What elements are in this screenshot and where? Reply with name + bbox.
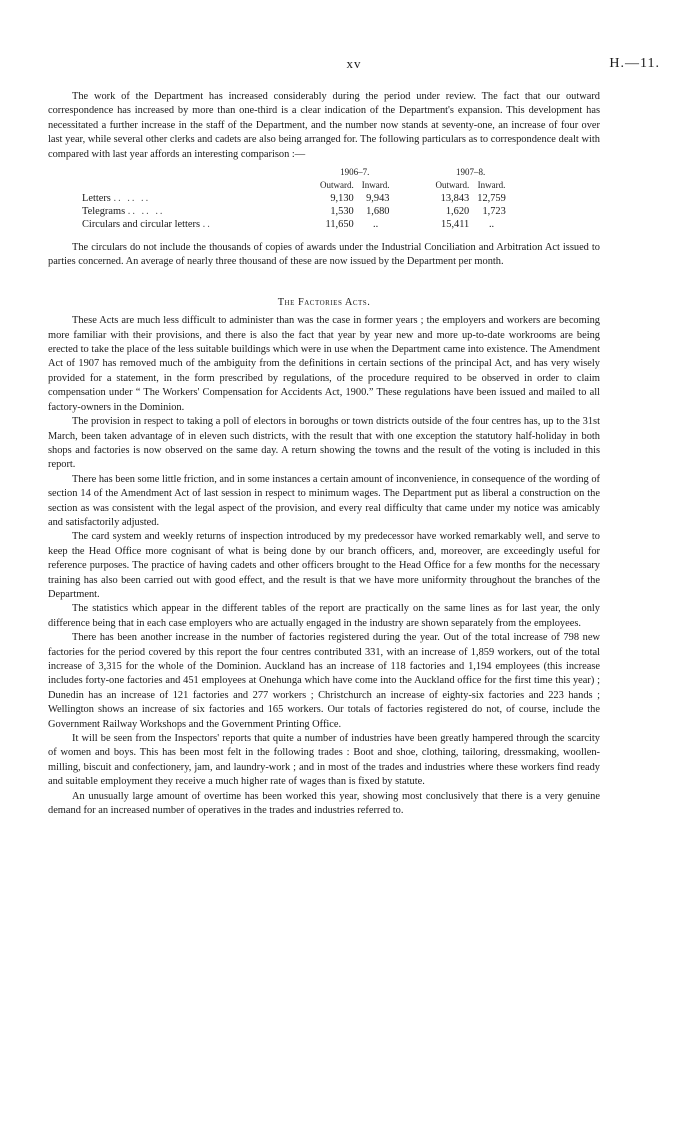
table-row bbox=[78, 218, 510, 231]
table-cell: 13,843 bbox=[440, 193, 470, 205]
table-cell: 1,530 bbox=[330, 206, 354, 218]
column-header: Outward. bbox=[435, 180, 470, 191]
table-cell: 1,680 bbox=[366, 206, 390, 218]
body-paragraph: There has been another increase in the number of factories registered during the year. Out of the total increase of 798 new factories for the period covered by this report the four centres contributed 331, with an increase of 1,859 workers, out of the total increase of 3,315 for the whole of the Dominion. Auckland has an increase of 118 factories and 1,194 employees (this increase includes forty-one factories and 451 employees at Onehunga which have come into the Auckland office for the first time this year) ; Dunedin has an increase of 121 factories and 277 workers ; Christchurch an increase of eighty-six factories and 223 hands ; Wellington shows an increase of six factories and 165 workers. Our totals of factories registered do not, of course, include the Government Railway Workshops and the Government Printing Office. bbox=[48, 632, 600, 730]
body-paragraph: It will be seen from the Inspectors' reports that quite a number of industries have been greatly hampered through the scarcity of women and boys. This has been most felt in the following trades : Boot and shoe, clothing, tailoring, dressmaking, woollen-milling, biscuit and confectionery, jam, and laundry-work ; and in most of the trades and industries where these workers find ready and suitable employment they receive a much higher rate of wages than is fixed by statute. bbox=[48, 733, 600, 788]
body-paragraph: These Acts are much less difficult to administer than was the case in former years ; the employers and workers are becoming more familiar with their provisions, and there is also the fact that year by year new and more up-to-date workrooms are being erected to take the place of the less suitable buildings which were in use when the Department came into existence. The Amendment Act of 1907 has removed much of the ambiguity from the definitions in certain sections of the principal Act, and has very wisely provided for a statement, in the form prescribed by regulations, of the procedure required to be observed in order to claim compensation under “ The Workers' Compensation for Accidents Act, 1900.” These regulations have been issued and mailed to all factory-owners in the Dominion. bbox=[48, 315, 600, 413]
year-header: 1907–8. bbox=[456, 167, 486, 178]
table-row bbox=[78, 192, 510, 205]
page-number: xv bbox=[346, 56, 362, 71]
correspondence-table bbox=[78, 166, 510, 231]
body-paragraph: There has been some little friction, and in some instances a certain amount of inconvenience, in consequence of the wording of section 14 of the Amendment Act of last session in respect to minimum wages. The Department put as liberal a construction on the section as was consistent with the legal aspect of the provision, and every real difficulty that came under my notice was amicably and satisfactorily adjusted. bbox=[48, 473, 601, 528]
section-heading: The Factories Acts. bbox=[277, 296, 371, 308]
body-paragraph: An unusually large amount of overtime has been worked this year, showing most conclusively that there is a very genuine demand for an increased number of operatives in the trades and industries referred to. bbox=[48, 790, 600, 817]
table-cell: 9,943 bbox=[366, 193, 390, 205]
document-body bbox=[48, 90, 600, 818]
table-cell: 1,620 bbox=[445, 206, 470, 218]
leader-dots: .. .. .. bbox=[127, 206, 165, 218]
column-header: Inward. bbox=[361, 180, 390, 191]
leader-dots: .. .. .. bbox=[113, 193, 151, 205]
body-paragraph: The statistics which appear in the different tables of the report are practically on the same lines as for last year, the only difference being that in each case employers who are actually engaged in the industry are shown separately from the employees. bbox=[48, 603, 600, 629]
year-header: 1906–7. bbox=[340, 167, 370, 178]
table-subheader-row bbox=[78, 179, 510, 192]
column-header: Outward. bbox=[320, 180, 354, 191]
table-year-row bbox=[78, 166, 510, 179]
table-cell: 9,130 bbox=[330, 193, 354, 205]
page-header bbox=[48, 56, 660, 76]
circulars-paragraph: The circulars do not include the thousands of copies of awards under the Industrial Conciliation and Arbitration Act issued to parties concerned. An average of nearly three thousand of these are now issued by the Department per month. bbox=[48, 242, 600, 268]
table-cell: 12,759 bbox=[477, 193, 506, 205]
table-cell: 11,650 bbox=[325, 219, 354, 231]
column-header: Inward. bbox=[477, 180, 506, 191]
table-cell: 15,411 bbox=[441, 219, 470, 231]
body-paragraph: The card system and weekly returns of inspection introduced by my predecessor have worked remarkably well, and serve to keep the Head Office more cognisant of what is being done by our branch officers, and, moreover, are exceedingly useful for reference purposes. The practice of having cadets and other officers brought to the Head Office for a few months for the necessary training has also been carried out with good effect, and the result is that we have more uniformity throughout the branches of the Department. bbox=[48, 531, 600, 600]
row-label: Letters bbox=[82, 193, 111, 205]
table-row bbox=[78, 205, 510, 218]
table-cell: .. bbox=[373, 219, 379, 231]
row-label: Telegrams bbox=[82, 206, 126, 218]
row-label: Circulars and circular letters bbox=[82, 219, 200, 231]
intro-paragraph: The work of the Department has increased considerably during the period under review. The fact that our outward correspondence has increased by more than one-third is a clear indication of the Department's expansion. This development has necessitated a further increase in the staff of the Department, and the number now stands at seventy-one, an increase of four over last year, while several other clerks and cadets are also being arranged for. The following particulars as to correspondence dealt with compared with last year affords an interesting comparison :— bbox=[48, 91, 600, 160]
table-cell: .. bbox=[488, 219, 495, 231]
leader-dots: .. bbox=[202, 219, 212, 231]
body-paragraph: The provision in respect to taking a poll of electors in boroughs or town districts outside of the four centres has, up to the 31st March, been taken advantage of in eleven such districts, with the result that with one exception the statutory half-holiday in both shops and factories is now observed on the same day. A return showing the towns and the result of the voting is included in this report. bbox=[48, 416, 600, 471]
document-reference: H.—11. bbox=[609, 56, 660, 71]
table-cell: 1,723 bbox=[482, 206, 506, 218]
